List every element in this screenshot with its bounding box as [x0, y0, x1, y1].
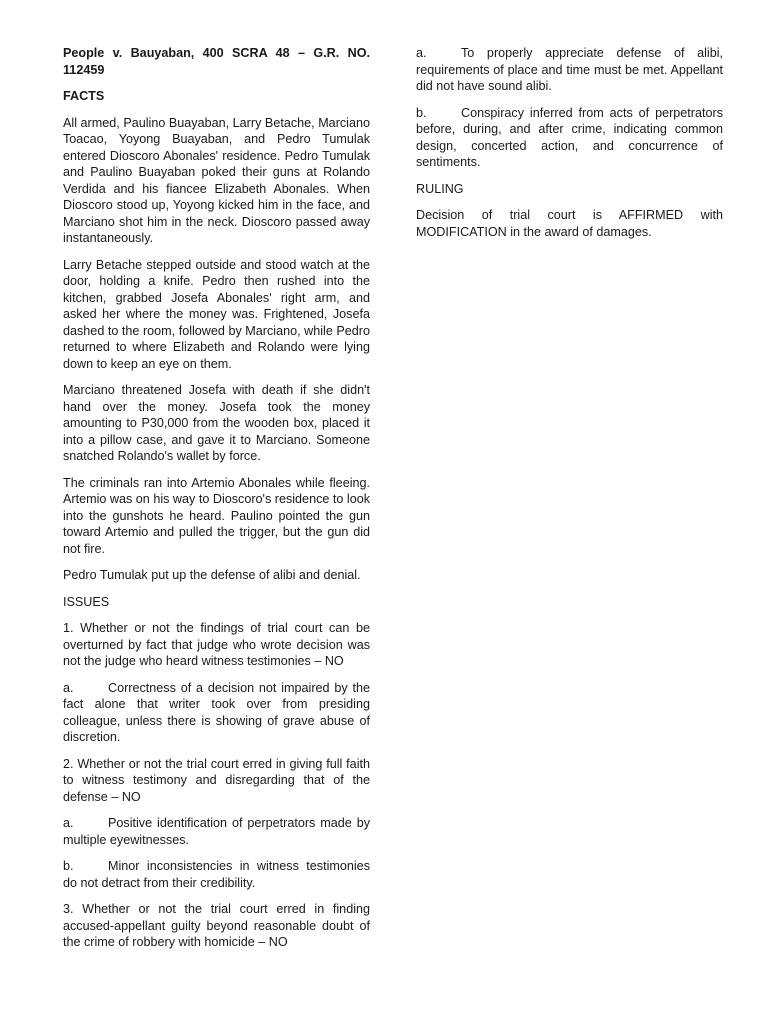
issue-subpoint — [63, 858, 370, 891]
subpoint-marker: a. — [63, 816, 74, 830]
subpoint-text: Positive identification of perpetrators made by multiple eyewitnesses. — [63, 816, 370, 847]
subpoint-marker: b. — [63, 859, 74, 873]
ruling-heading: RULING — [416, 181, 464, 196]
subpoint-text: Conspiracy inferred from acts of perpetrators before, during, and after crime, indicating common design, concerted action, and concurrence of sentiments. — [416, 105, 723, 169]
subpoint-marker: a. — [416, 46, 427, 60]
case-title: People v. Bauyaban, 400 SCRA 48 – G.R. NO. 112459 — [63, 46, 370, 77]
subpoint-text: Correctness of a decision not impaired by the fact alone that writer took over from presiding colleague, unless there is showing of grave abuse of discretion. — [63, 680, 370, 744]
issue-subpoint — [416, 105, 723, 171]
issue-subpoint — [63, 815, 370, 848]
issue-subpoint — [416, 45, 723, 95]
issue-item: 3. Whether or not the trial court erred in finding accused-appellant guilty beyond reasonable doubt of the crime of robbery with homicide – NO — [63, 902, 370, 949]
issue-item: 2. Whether or not the trial court erred in giving full faith to witness testimony and disregarding that of the defense – NO — [63, 756, 370, 804]
subpoint-text: Minor inconsistencies in witness testimonies do not detract from their credibility. — [63, 859, 370, 890]
subpoint-marker: b. — [416, 105, 427, 120]
ruling-text: Decision of trial court is AFFIRMED with MODIFICATION in the award of damages. — [416, 208, 723, 239]
issue-item: 1. Whether or not the findings of trial court can be overturned by fact that judge who wrote decision was not the judge who heard witness testimonies – NO — [63, 621, 370, 668]
facts-paragraph: Larry Betache stepped outside and stood watch at the door, holding a knife. Pedro then rushed into the kitchen, grabbed Josefa Abonales' right arm, and asked her where the money was. Frightened, Josefa dashed to the room, followed by Marciano, while Pedro returned to where Elizabeth and Rolando were lying down to keep an eye on them. — [63, 257, 370, 371]
facts-paragraph: The criminals ran into Artemio Abonales while fleeing. Artemio was on his way to Dioscoro's residence to look into the gunshots he heard. Paulino pointed the gun toward Artemio and pulled the trigger, but the gun did not fire. — [63, 475, 370, 556]
subpoint-marker: a. — [63, 680, 74, 695]
left-column — [63, 45, 370, 961]
issue-subpoint — [63, 680, 370, 746]
facts-heading: FACTS — [63, 89, 105, 103]
facts-paragraph: All armed, Paulino Buayaban, Larry Betache, Marciano Toacao, Yoyong Buayaban, and Pedro Tumulak entered Dioscoro Abonales' residence. Pedro Tumulak and Paulino Buayaban poked their guns at Rolando Verdida and his fiancee Elizabeth Abonales. When Dioscoro stood up, Yoyong kicked him in the face, and Marciano shot him in the neck. Dioscoro passed away instantaneously. — [63, 115, 370, 245]
issues-heading: ISSUES — [63, 594, 110, 609]
right-column — [416, 45, 723, 250]
facts-paragraph: Marciano threatened Josefa with death if she didn't hand over the money. Josefa took the money amounting to P30,000 from the wooden box, placed it into a pillow case, and gave it to Marciano. Someone snatched Rolando's wallet by force. — [63, 383, 370, 463]
facts-paragraph: Pedro Tumulak put up the defense of alibi and denial. — [63, 568, 361, 582]
subpoint-text: To properly appreciate defense of alibi, requirements of place and time must be met. Appellant did not have sound alibi. — [416, 46, 723, 93]
